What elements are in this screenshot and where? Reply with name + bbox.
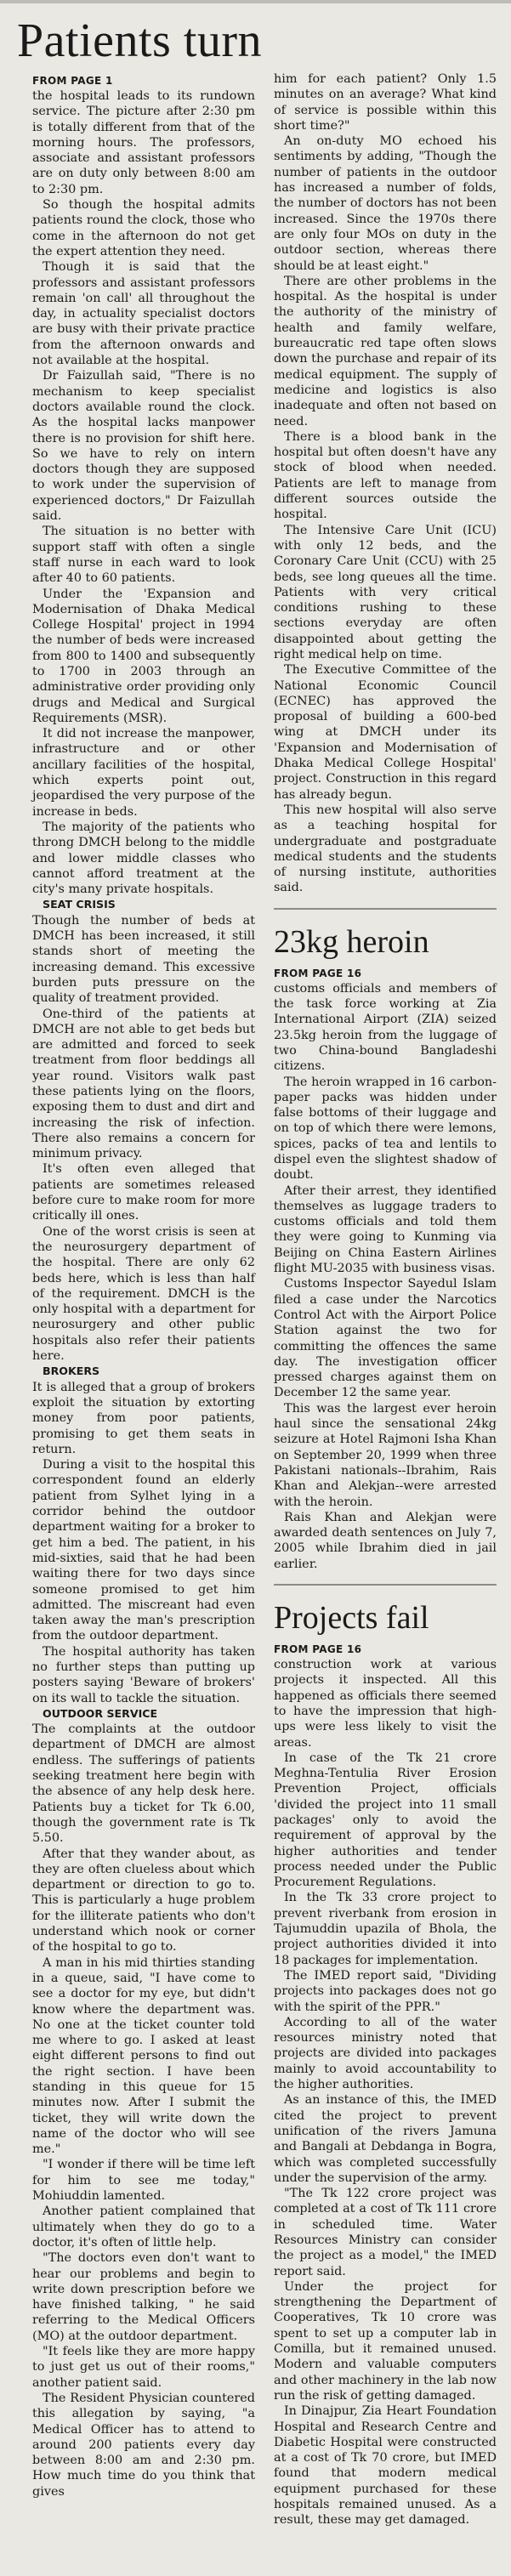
heroin-paragraph: Customs Inspector Sayedul Islam filed a case under the Narcotics Control Act with the Airport Police Station against the two for committing the offences the same day. The investigation officer pressed charges against them on December 12 the same year. [274, 1277, 497, 1400]
left-column [32, 71, 255, 2528]
projects-paragraph: Under the project for strengthening the Department of Cooperatives, Tk 10 crore was spent to set up a computer lab in Comilla, but it remained unused. Modern and valuable computers and other machinery in the lab now run the risk of getting damaged. [274, 2279, 497, 2403]
right-column [274, 71, 497, 2528]
heroin-paragraph: The heroin wrapped in 16 carbon-paper packs was hidden under false bottoms of their luggage and on top of which there were lemons, spices, packs of tea and lentils to dispel even the slightest shadow of doubt. [274, 1075, 497, 1183]
main-story-continuation-paragraph: There is a blood bank in the hospital but often doesn't have any stock of blood when needed. Patients are left to manage from different sources outside the hospital. [274, 429, 497, 522]
outdoor-paragraph: After that they wander about, as they are often clueless about which department or direction to go to. This is particularly a huge problem for the illiterate patients who don't understand which nook or corner of the hospital to go to. [32, 1847, 255, 1955]
main-story-paragraph: Though it is said that the professors and assistant professors remain 'on call' all throughout the day, in actuality specialist doctors are busy with their private practice from the afternoon onwards and not available at the hospital. [32, 260, 255, 368]
projects-paragraph: In the Tk 33 crore project to prevent riverbank from erosion in Tajumuddin upazila of Bhola, the project authorities divided it into 18 packages for implementation. [274, 1891, 497, 1967]
outdoor-paragraph: The Resident Physician countered this allegation by saying, "a Medical Officer has to attend to around 200 patients every day between 8:00 am and 2:30 pm. How much time do you think that gives [32, 2391, 255, 2499]
main-story-continuation-paragraph: This new hospital will also serve as a teaching hospital for undergraduate and postgraduate medical students and the students of nursing institute, authorities said. [274, 803, 497, 895]
brokers-paragraph: During a visit to the hospital this correspondent found an elderly patient from Sylhet lying in a corridor behind the outdoor department waiting for a broker to get him a bed. The patient, in his mid-sixties, said that he had been waiting there for two days since someone promised to get him admitted. The miscreant had even taken away the man's prescription from the outdoor department. [32, 1458, 255, 1643]
seat-crisis-paragraph: Though the number of beds at DMCH has been increased, it still stands short of meeting the increasing demand. This excessive burden puts pressure on the quality of treatment provided. [32, 913, 255, 1006]
section-heading-brokers: BROKERS [43, 1365, 100, 1378]
projects-headline: Projects fail [274, 1600, 429, 1637]
brokers-paragraph: It is alleged that a group of brokers exploit the situation by extorting money from poor patients, promising to get them seats in return. [32, 1380, 255, 1456]
main-headline: Patients turn [17, 14, 263, 67]
main-story-continuation-paragraph: An on-duty MO echoed his sentiments by adding, "Though the number of patients in the outdoor has increased a number of folds, the number of doctors has not been increased. Since the 1970s there are only four MOs on duty in the outdoor section, whereas there should be at least eight." [274, 134, 497, 273]
main-story-continuation-paragraph: him for each patient? Only 1.5 minutes on an average? What kind of service is possible within this short time?" [274, 72, 497, 133]
section-heading-seat-crisis: SEAT CRISIS [43, 898, 116, 911]
projects-paragraph: In Dinajpur, Zia Heart Foundation Hospital and Research Centre and Diabetic Hospital were constructed at a cost of Tk 70 crore, but IMED found that modern medical equipment purchased for these hospitals remained unused. As a result, these may get damaged. [274, 2404, 497, 2528]
main-story-paragraph: Dr Faizullah said, "There is no mechanism to keep specialist doctors available round the clock. As the hospital lacks manpower there is no provision for shift here. So we have to rely on intern doctors though they are supposed to work under the supervision of experienced doctors," Dr Faizullah said. [32, 369, 255, 524]
outdoor-paragraph: The complaints at the outdoor department of DMCH are almost endless. The sufferings of patients seeking treatment here begin with the absence of any help desk here. Patients buy a ticket for Tk 6.00, though the government rate is Tk 5.50. [32, 1722, 255, 1846]
story-divider [274, 908, 497, 910]
main-story-continuation-paragraph: The Intensive Care Unit (ICU) with only 12 beds, and the Coronary Care Unit (CCU) with 25 beds, see long queues all the time. Patients with very critical conditions rushing to these sections everyday are often disappointed about getting the right medical help on time. [274, 523, 497, 661]
brokers-paragraph: The hospital authority has taken no further steps than putting up posters saying 'Beware of brokers' on its wall to tackle the situation. [32, 1644, 255, 1705]
section-heading-outdoor-service: OUTDOOR SERVICE [43, 1706, 158, 1720]
article-columns [9, 71, 502, 2528]
projects-paragraph: construction work at various projects it inspected. All this happened as officials there seemed to have the impression that high-ups were less likely to visit the areas. [274, 1658, 497, 1750]
main-story-paragraph: So though the hospital admits patients round the clock, those who come in the afternoon do not get the expert attention they need. [32, 198, 255, 258]
seat-crisis-paragraph: It's often even alleged that patients are sometimes released before cure to make room for more critically ill ones. [32, 1162, 255, 1223]
heroin-paragraph: Rais Khan and Alekjan were awarded death sentences on July 7, 2005 while Ibrahim died in jail earlier. [274, 1510, 497, 1571]
outdoor-paragraph: "I wonder if there will be time left for him to see me today," Mohiuddin lamented. [32, 2158, 255, 2204]
main-story-paragraph: The majority of the patients who throng DMCH belong to the middle and lower middle classes who cannot afford treatment at the city's many private hospitals. [32, 820, 255, 897]
projects-paragraph: In case of the Tk 21 crore Meghna-Tentulia River Erosion Prevention Project, officials 'divided the project into 11 small packages' only to avoid the requirement of approval by the higher authorities and tender process needed under the Public Procurement Regulations. [274, 1750, 497, 1890]
main-story-paragraph: Under the 'Expansion and Modernisation of Dhaka Medical College Hospital' project in 1994 the number of beds were increased from 800 to 1400 and subsequently to 1700 in 2003 through an administrative order providing only drugs and Medical and Surgical Requirements (MSR). [32, 587, 255, 725]
main-story-paragraph: the hospital leads to its rundown service. The picture after 2:30 pm is totally different from that of the morning hours. The professors, associate and assistant professors are on duty only between 8:00 am to 2:30 pm. [32, 89, 255, 196]
outdoor-paragraph: A man in his mid thirties standing in a queue, said, "I have come to see a doctor for my eye, but didn't know where the department was. No one at the ticket counter told me where to go. I asked at least eight different persons to find out the right section. I have been standing in this queue for 15 minutes now. After I submit the ticket, they will write down the name of the doctor who will see me." [32, 1955, 255, 2157]
heroin-paragraph: This was the largest ever heroin haul since the sensational 24kg seizure at Hotel Rajmoni Isha Khan on September 20, 1999 when three Pakistani nationals--Ibrahim, Rais Khan and Alekjan--were arrested with the heroin. [274, 1401, 497, 1509]
heroin-headline: 23kg heroin [274, 923, 429, 960]
projects-paragraph: The IMED report said, "Dividing projects into packages does not go with the spirit of the PPR." [274, 1968, 497, 2014]
projects-paragraph: According to all of the water resources ministry noted that projects are divided into packages mainly to avoid accountability to the higher authorities. [274, 2015, 497, 2092]
outdoor-paragraph: "It feels like they are more happy to just get us out of their rooms," another patient said. [32, 2345, 255, 2390]
top-rule [0, 0, 511, 3]
seat-crisis-paragraph: One of the worst crisis is seen at the neurosurgery department of the hospital. There are only 62 beds here, which is less than half of the requirement. DMCH is the only hospital with a department for neurosurgery and other public hospitals also refer their patients here. [32, 1224, 255, 1364]
heroin-paragraph: customs officials and members of the task force working at Zia International Airport (ZIA) seized 23.5kg heroin from the luggage of two China-bound Bangladeshi citizens. [274, 981, 497, 1074]
projects-paragraph: As an instance of this, the IMED cited the project to prevent unification of the rivers Jamuna and Bangali at Debdanga in Bogra, which was completed successfully under the supervision of the army. [274, 2093, 497, 2185]
main-story-paragraph: The situation is no better with support staff with often a single staff nurse in each ward to look after 40 to 60 patients. [32, 525, 255, 586]
heroin-from-label: FROM PAGE 16 [274, 967, 362, 979]
main-story-continuation-paragraph: The Executive Committee of the National Economic Council (ECNEC) has approved the proposal of building a 600-bed wing at DMCH under its 'Expansion and Modernisation of Dhaka Medical College Hospital' project. Construction in this regard has already begun. [274, 663, 497, 802]
projects-from-label: FROM PAGE 16 [274, 1643, 362, 1656]
main-story-from-label: FROM PAGE 1 [32, 75, 113, 87]
outdoor-paragraph: "The doctors even don't want to hear our problems and begin to write down prescription before we have finished talking, " he said referring to the Medical Officers (MO) at the outdoor department. [32, 2251, 255, 2343]
projects-paragraph: "The Tk 122 crore project was completed at a cost of Tk 111 crore in scheduled time. Water Resources Ministry can consider the project as a model," the IMED report said. [274, 2187, 497, 2278]
main-story-paragraph: It did not increase the manpower, infrastructure and or other ancillary facilities of the hospital, which experts point out, jeopardised the very purpose of the increase in beds. [32, 727, 255, 819]
story-divider [274, 1584, 497, 1586]
heroin-paragraph: After their arrest, they identified themselves as luggage traders to customs officials and told them they were going to Kunming via Beijing on China Eastern Airlines flight MU-2035 with business visas. [274, 1183, 497, 1276]
seat-crisis-paragraph: One-third of the patients at DMCH are not able to get beds but are admitted and forced to seek treatment from floor beddings all year round. Visitors walk past these patients lying on the floors, exposing them to dust and dirt and increasing the risk of infection. There also remains a concern for minimum privacy. [32, 1007, 255, 1161]
outdoor-paragraph: Another patient complained that ultimately when they do go to a doctor, it's often of little help. [32, 2204, 255, 2250]
main-story-continuation-paragraph: There are other problems in the hospital. As the hospital is under the authority of the ministry of health and family welfare, bureaucratic red tape often slows down the purchase and repair of its medical equipment. The supply of medicine and logistics is also inadequate and often not based on need. [274, 274, 497, 428]
